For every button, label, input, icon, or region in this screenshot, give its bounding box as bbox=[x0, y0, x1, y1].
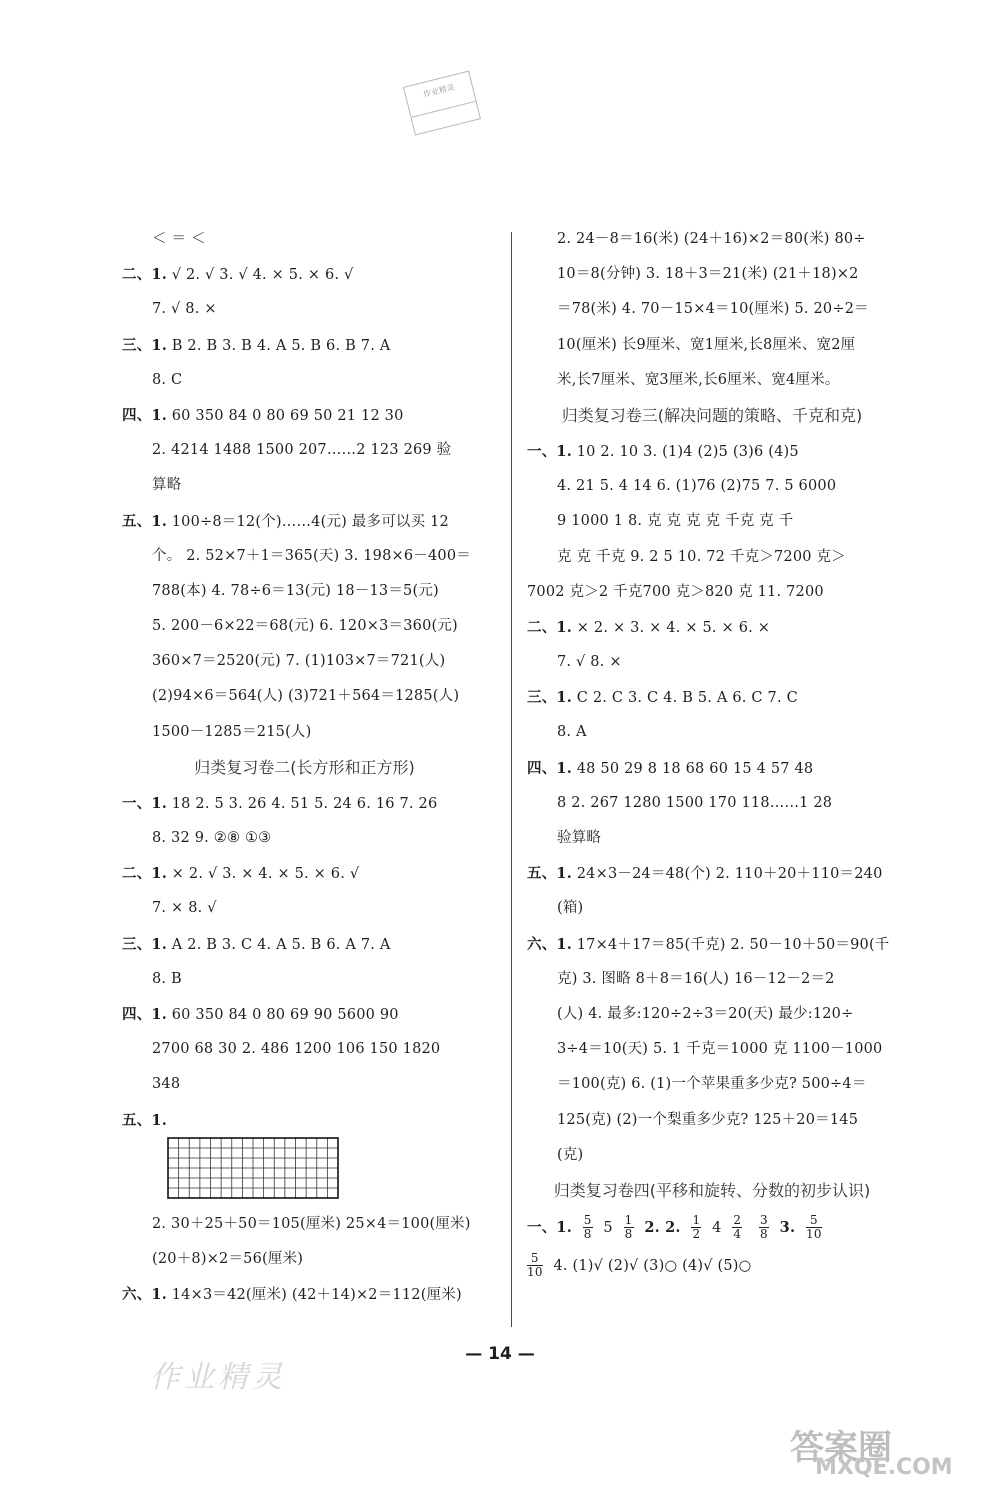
answer-line bbox=[122, 1067, 487, 1102]
answer-line bbox=[122, 644, 487, 679]
answer-prefix: 二、1. bbox=[122, 865, 167, 883]
answer-line bbox=[527, 540, 897, 575]
answer-text: 8. C bbox=[152, 371, 183, 388]
answer-line bbox=[527, 292, 897, 327]
answer-text: 4 bbox=[712, 1219, 722, 1236]
answer-line bbox=[527, 575, 897, 610]
answer-text: 克) 3. 图略 8＋8＝16(人) 16－12－2＝2 bbox=[557, 970, 835, 987]
answer-text: 7002 克＞2 千克700 克＞820 克 11. 7200 bbox=[527, 583, 824, 600]
answer-line bbox=[122, 328, 487, 363]
answer-line bbox=[527, 680, 897, 715]
fraction-answer-line-2 bbox=[527, 1247, 897, 1285]
fraction: $\frac{5}{10}$ bbox=[527, 1251, 543, 1280]
answer-text: (箱) bbox=[557, 900, 584, 917]
section-heading-3: 归类复习卷三(解决问题的策略、千克和克) bbox=[561, 405, 863, 425]
answer-line bbox=[527, 469, 897, 504]
answer-line bbox=[527, 610, 897, 645]
fraction: $\frac{5}{10}$ bbox=[806, 1213, 822, 1242]
answer-line bbox=[527, 751, 897, 786]
right-answers-block-1 bbox=[527, 222, 897, 398]
answer-line bbox=[527, 328, 897, 363]
right-column bbox=[527, 222, 897, 1285]
left-answers-block-1 bbox=[122, 222, 487, 750]
answer-text: 2. 30＋25＋50＝105(厘米) 25×4＝100(厘米) bbox=[152, 1215, 471, 1232]
answer-text: 360×7＝2520(元) 7. (1)103×7＝721(人) bbox=[152, 653, 446, 670]
answer-line bbox=[527, 1067, 897, 1102]
answer-line bbox=[527, 856, 897, 891]
answer-text: 克 克 千克 9. 2 5 10. 72 千克＞7200 克＞ bbox=[557, 548, 846, 565]
answer-line bbox=[122, 433, 487, 468]
answer-line bbox=[527, 891, 897, 926]
answer-text: ＜ ＝ ＜ bbox=[152, 231, 206, 247]
answer-line bbox=[122, 856, 487, 891]
fraction: $\frac{5}{8}$ bbox=[583, 1213, 592, 1242]
answer-prefix: 六、1. bbox=[122, 1285, 167, 1303]
answer-text: 18 2. 5 3. 26 4. 51 5. 24 6. 16 7. 26 bbox=[166, 795, 438, 812]
answer-line bbox=[527, 504, 897, 539]
answer-text: 10＝8(分钟) 3. 18＋3＝21(米) (21＋18)×2 bbox=[557, 266, 859, 283]
answer-text: (克) bbox=[557, 1146, 584, 1163]
answer-line bbox=[122, 1242, 487, 1277]
answer-line bbox=[122, 574, 487, 609]
answer-text: 17×4＋17＝85(千克) 2. 50－10＋50＝90(千 bbox=[571, 936, 890, 953]
section-heading-4: 归类复习卷四(平移和旋转、分数的初步认识) bbox=[553, 1180, 871, 1200]
answer-prefix: 六、1. bbox=[527, 935, 572, 953]
answer-text: (人) 4. 最多:120÷2÷3＝20(天) 最少:120÷ bbox=[557, 1005, 854, 1022]
answer-prefix: 五、1. bbox=[122, 512, 167, 530]
left-answers-block-3 bbox=[122, 1207, 487, 1313]
answer-text: ＝100(克) 6. (1)一个苹果重多少克? 500÷4＝ bbox=[557, 1076, 867, 1093]
answer-line bbox=[527, 927, 897, 962]
answer-text: 7. √ 8. × bbox=[152, 301, 217, 318]
answer-line bbox=[122, 398, 487, 433]
answer-line bbox=[122, 468, 487, 503]
answer-line bbox=[122, 786, 487, 821]
answer-text: 验算略 bbox=[557, 830, 602, 846]
answer-line bbox=[122, 997, 487, 1032]
answer-prefix: 三、1. bbox=[527, 689, 572, 707]
answer-line bbox=[527, 715, 897, 750]
answer-text: 4. (1)√ (2)√ (3)○ (4)√ (5)○ bbox=[553, 1257, 752, 1274]
answer-line bbox=[527, 222, 897, 257]
answer-line bbox=[122, 257, 487, 292]
answer-text: 米,长7厘米、宽3厘米,长6厘米、宽4厘米。 bbox=[557, 371, 840, 388]
answer-line bbox=[527, 1032, 897, 1067]
answer-text: 8. A bbox=[557, 724, 587, 741]
answer-text: 10 2. 10 3. (1)4 (2)5 (3)6 (4)5 bbox=[571, 443, 799, 460]
answer-prefix: 二、1. bbox=[527, 618, 572, 636]
answer-text: 348 bbox=[152, 1076, 181, 1093]
left-answers-block-2 bbox=[122, 786, 487, 1103]
answer-line bbox=[122, 609, 487, 644]
answer-text: 8. 32 9. ②⑧ ①③ bbox=[152, 830, 272, 846]
answer-line bbox=[527, 363, 897, 398]
answer-line bbox=[527, 1138, 897, 1173]
answer-text: (2)94×6＝564(人) (3)721＋564＝1285(人) bbox=[152, 688, 460, 705]
answer-prefix: 四、1. bbox=[527, 759, 572, 777]
fraction: $\frac{2}{4}$ bbox=[733, 1213, 742, 1242]
answer-line bbox=[122, 222, 487, 257]
answer-prefix: 五、1. bbox=[527, 865, 572, 883]
answer-text: (20＋8)×2＝56(厘米) bbox=[152, 1250, 304, 1267]
answer-line bbox=[527, 786, 897, 821]
answer-text: 7. × 8. √ bbox=[152, 900, 217, 917]
stamp-logo bbox=[403, 71, 481, 136]
stamp-text: 作业精灵 bbox=[422, 82, 456, 100]
answer-text: 2. 2. bbox=[644, 1218, 681, 1236]
answer-text: 7. √ 8. × bbox=[557, 654, 622, 671]
fraction: $\frac{1}{8}$ bbox=[624, 1213, 633, 1242]
answer-line bbox=[122, 363, 487, 398]
answer-line bbox=[527, 434, 897, 469]
answer-text: 5. 200－6×22＝68(元) 6. 120×3＝360(元) bbox=[152, 618, 458, 635]
answer-text: × 2. √ 3. × 4. × 5. × 6. √ bbox=[166, 866, 360, 883]
grid-figure bbox=[167, 1137, 339, 1199]
answer-line bbox=[527, 821, 897, 856]
watermark-url: MXQE.COM bbox=[815, 1455, 953, 1480]
answer-text: 2. 24－8＝16(米) (24＋16)×2＝80(米) 80÷ bbox=[557, 231, 866, 247]
answer-text: 个。 2. 52×7＋1＝365(天) 3. 198×6－400＝ bbox=[152, 547, 471, 564]
answer-text: 2. 4214 1488 1500 207……2 123 269 验 bbox=[152, 442, 452, 459]
answer-text: 788(本) 4. 78÷6＝13(元) 18－13＝5(元) bbox=[152, 582, 439, 599]
answer-line bbox=[122, 715, 487, 750]
answer-prefix: 四、1. bbox=[122, 406, 167, 424]
answer-text: 算略 bbox=[152, 477, 182, 494]
answer-text: 4. 21 5. 4 14 6. (1)76 (2)75 7. 5 6000 bbox=[557, 478, 837, 495]
answer-line bbox=[122, 539, 487, 574]
answer-text: 3. bbox=[779, 1218, 796, 1236]
answer-line bbox=[122, 962, 487, 997]
answer-line bbox=[527, 997, 897, 1032]
answer-line bbox=[122, 1032, 487, 1067]
page-number: — 14 — bbox=[465, 1344, 535, 1364]
answer-line bbox=[527, 257, 897, 292]
answer-text: 1500－1285＝215(人) bbox=[152, 723, 312, 740]
answer-prefix: 一、1. bbox=[122, 794, 167, 812]
watermark-left: 作业精灵 bbox=[150, 1360, 286, 1395]
answer-text: 8 2. 267 1280 1500 170 118……1 28 bbox=[557, 794, 833, 811]
answer-line bbox=[122, 891, 487, 926]
answer-text: 60 350 84 0 80 69 90 5600 90 bbox=[166, 1006, 399, 1023]
answer-text: 5 bbox=[603, 1219, 613, 1236]
answer-prefix: 一、1. bbox=[527, 442, 572, 460]
answer-line bbox=[122, 1207, 487, 1242]
answer-text: √ 2. √ 3. √ 4. × 5. × 6. √ bbox=[166, 267, 354, 284]
answer-prefix: 一、1. bbox=[527, 1218, 572, 1236]
answer-line bbox=[527, 962, 897, 997]
fraction-answer-line bbox=[527, 1209, 897, 1247]
section-heading-2: 归类复习卷二(长方形和正方形) bbox=[194, 757, 415, 777]
answer-prefix: 五、1. bbox=[122, 1111, 167, 1129]
answer-prefix: 三、1. bbox=[122, 336, 167, 354]
answer-text: B 2. B 3. B 4. A 5. B 6. B 7. A bbox=[166, 337, 391, 354]
answer-prefix: 二、1. bbox=[122, 266, 167, 284]
answer-text: 10(厘米) 长9厘米、宽1厘米,长8厘米、宽2厘 bbox=[557, 336, 856, 353]
answer-prefix: 四、1. bbox=[122, 1005, 167, 1023]
answer-line bbox=[122, 679, 487, 714]
answer-text: × 2. × 3. × 4. × 5. × 6. × bbox=[571, 619, 771, 636]
answer-prefix: 三、1. bbox=[122, 935, 167, 953]
fraction: $\frac{1}{2}$ bbox=[692, 1213, 701, 1242]
answer-text: 14×3＝42(厘米) (42＋14)×2＝112(厘米) bbox=[166, 1286, 462, 1303]
column-divider bbox=[511, 232, 512, 1327]
answer-text: 24×3－24＝48(个) 2. 110＋20＋110＝240 bbox=[571, 866, 883, 883]
answer-line bbox=[527, 645, 897, 680]
answer-line bbox=[122, 927, 487, 962]
right-answers-block-2 bbox=[527, 434, 897, 1173]
answer-text: 3÷4＝10(天) 5. 1 千克＝1000 克 1100－1000 bbox=[557, 1041, 883, 1058]
answer-line bbox=[122, 1277, 487, 1312]
answer-text: 100÷8＝12(个)……4(元) 最多可以买 12 bbox=[166, 513, 449, 530]
answer-text: 9 1000 1 8. 克 克 克 克 千克 克 千 bbox=[557, 513, 794, 530]
answer-line bbox=[122, 821, 487, 856]
answer-text: 2700 68 30 2. 486 1200 106 150 1820 bbox=[152, 1041, 441, 1058]
answer-text: ＝78(米) 4. 70－15×4＝10(厘米) 5. 20÷2＝ bbox=[557, 301, 869, 318]
answer-text: A 2. B 3. C 4. A 5. B 6. A 7. A bbox=[166, 936, 391, 953]
answer-text: 8. B bbox=[152, 970, 182, 987]
answer-text: 125(克) (2)一个梨重多少克? 125＋20＝145 bbox=[557, 1111, 859, 1128]
answer-line bbox=[122, 504, 487, 539]
answer-text: 48 50 29 8 18 68 60 15 4 57 48 bbox=[571, 760, 814, 777]
answer-text: 60 350 84 0 80 69 50 21 12 30 bbox=[166, 407, 404, 424]
watermark-logo: 答案圈 bbox=[790, 1428, 892, 1468]
answer-line bbox=[527, 1103, 897, 1138]
answer-line bbox=[122, 292, 487, 327]
fraction: $\frac{3}{8}$ bbox=[760, 1213, 768, 1242]
answer-text: C 2. C 3. C 4. B 5. A 6. C 7. C bbox=[571, 690, 798, 707]
